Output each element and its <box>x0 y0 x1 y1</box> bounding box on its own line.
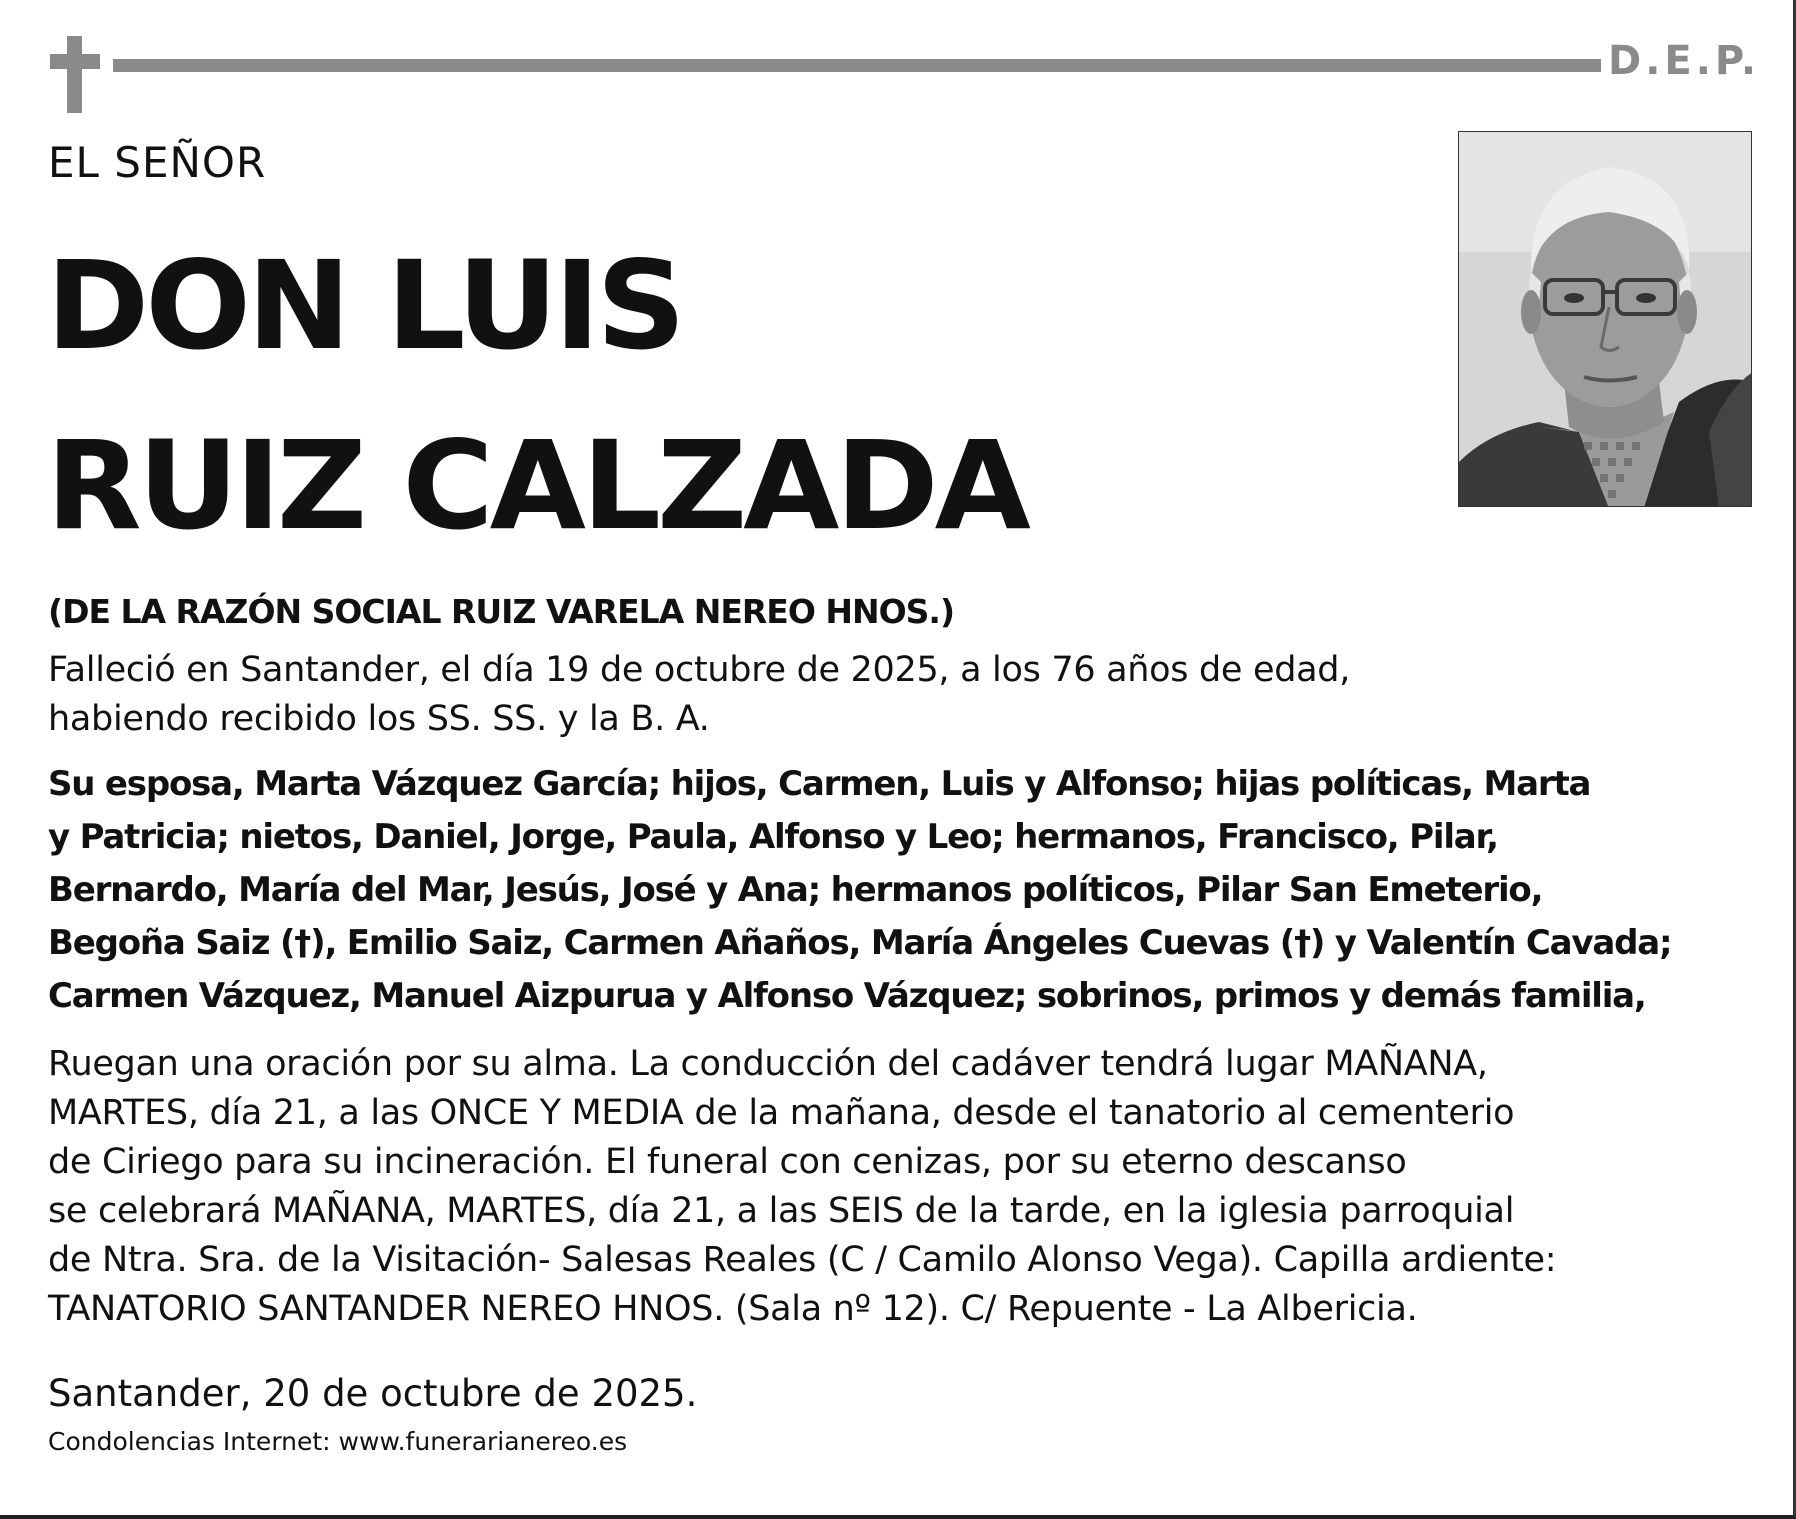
service-info-line: de Ciriego para su incineración. El funeral con cenizas, por su eterno descanso <box>48 1142 1407 1182</box>
family-line: Su esposa, Marta Vázquez García; hijos, Carmen, Luis y Alfonso; hijas políticas, Marta <box>48 764 1591 804</box>
dep-label: D.E.P. <box>1608 38 1761 84</box>
salutation: EL SEÑOR <box>48 138 267 187</box>
family-line: Begoña Saiz (†), Emilio Saiz, Carmen Añaños, María Ángeles Cuevas (†) y Valentín Cavada; <box>48 923 1672 963</box>
family-line: y Patricia; nietos, Daniel, Jorge, Paula, Alfonso y Leo; hermanos, Francisco, Pilar, <box>48 817 1498 857</box>
cross-icon-vertical <box>67 36 82 113</box>
service-info-line: TANATORIO SANTANDER NEREO HNOS. (Sala nº 12). C/ Repuente - La Albericia. <box>48 1289 1418 1329</box>
deceased-name-line-1: DON LUIS <box>46 235 682 377</box>
service-info-line: se celebrará MAÑANA, MARTES, día 21, a las SEIS de la tarde, en la iglesia parroquial <box>48 1191 1515 1231</box>
service-info-line: MARTES, día 21, a las ONCE Y MEDIA de la mañana, desde el tanatorio al cementerio <box>48 1093 1515 1133</box>
service-info-line: Ruegan una oración por su alma. La conducción del cadáver tendrá lugar MAÑANA, <box>48 1044 1488 1084</box>
service-info-line: de Ntra. Sra. de la Visitación- Salesas Reales (C / Camilo Alonso Vega). Capilla ardiente: <box>48 1240 1557 1280</box>
cross-icon-horizontal <box>50 54 100 69</box>
family-line: Carmen Vázquez, Manuel Aizpurua y Alfonso Vázquez; sobrinos, primos y demás familia, <box>48 976 1646 1016</box>
death-notice-line: habiendo recibido los SS. SS. y la B. A. <box>48 699 710 739</box>
family-line: Bernardo, María del Mar, Jesús, José y Ana; hermanos políticos, Pilar San Emeterio, <box>48 870 1543 910</box>
service-info <box>48 1040 1556 1334</box>
dateline: Santander, 20 de octubre de 2025. <box>48 1372 698 1415</box>
portrait-photo <box>1459 132 1752 507</box>
header-rule <box>113 59 1601 72</box>
firm-affiliation: (DE LA RAZÓN SOCIAL RUIZ VARELA NEREO HNOS.) <box>48 592 955 631</box>
deceased-name-line-2: RUIZ CALZADA <box>46 415 1027 557</box>
family-list <box>48 758 1671 1023</box>
deceased-photo <box>1458 131 1752 507</box>
death-notice-line: Falleció en Santander, el día 19 de octubre de 2025, a los 76 años de edad, <box>48 650 1351 690</box>
death-notice <box>48 646 1350 744</box>
condolences-link: Condolencias Internet: www.funerarianereo.es <box>48 1427 628 1456</box>
